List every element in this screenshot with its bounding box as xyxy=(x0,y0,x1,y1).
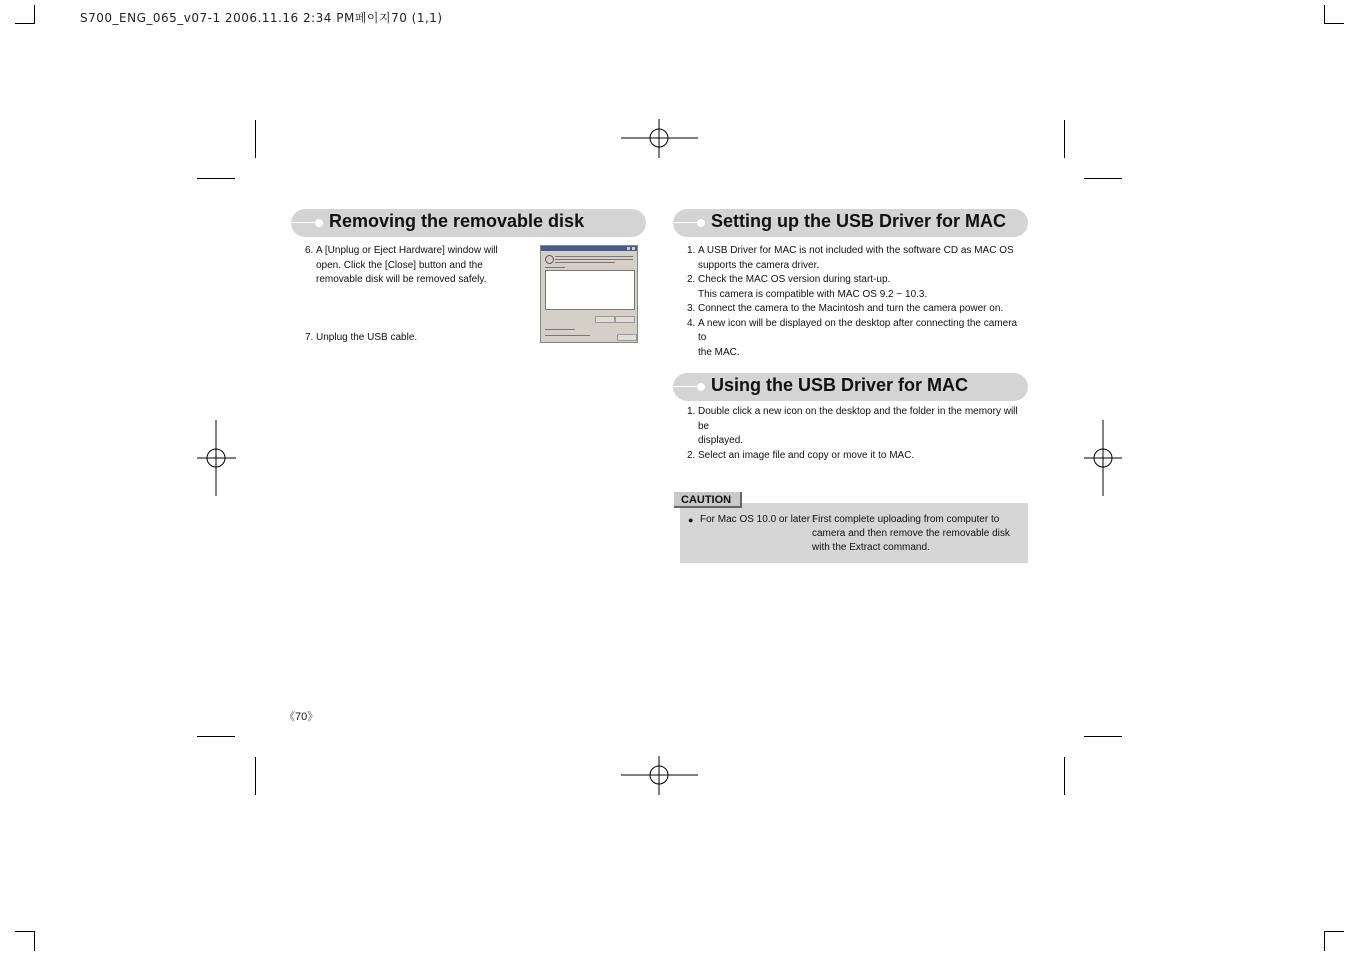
list-item: 7. Unplug the USB cable. xyxy=(305,332,418,343)
removing-steps xyxy=(305,244,505,288)
section-heading: Using the USB Driver for MAC xyxy=(711,375,969,395)
print-header: S700_ENG_065_v07-1 2006.11.16 2:34 PM페이지70 (1,1) xyxy=(80,11,443,25)
unplug-eject-window-screenshot xyxy=(540,245,638,343)
list-item: 4. A new icon will be displayed on the desktop after connecting the camera to the MAC. xyxy=(687,317,1018,358)
setup-steps xyxy=(687,244,1027,360)
caution-label: CAUTION xyxy=(674,492,742,508)
using-steps xyxy=(687,405,1027,463)
caution-lead: For Mac OS 10.0 or later : xyxy=(700,514,816,525)
caution-box xyxy=(680,503,1028,563)
removing-step-7 xyxy=(305,331,505,346)
list-item: 3. Connect the camera to the Macintosh and turn the camera power on. xyxy=(687,303,1004,314)
section-title-removing xyxy=(291,209,646,237)
list-item: 6. A [Unplug or Eject Hardware] window will open. Click the [Close] button and the removable disk will be removed safely. xyxy=(305,245,498,285)
page-number: 《70》 xyxy=(284,711,319,723)
section-title-setup xyxy=(673,209,1028,237)
section-title-using xyxy=(673,373,1028,401)
bullet-icon: ● xyxy=(688,515,694,525)
caution-text: First complete uploading from computer to camera and then remove the removable disk with the Extract command. xyxy=(812,514,1010,553)
list-item: 2. Select an image file and copy or move it to MAC. xyxy=(687,449,915,461)
list-item: 1. Double click a new icon on the desktop and the folder in the memory will be displayed. xyxy=(687,406,1018,446)
section-heading: Removing the removable disk xyxy=(329,211,585,231)
list-item: 1. A USB Driver for MAC is not included with the software CD as MAC OS supports the camera driver. xyxy=(687,245,1014,271)
section-heading: Setting up the USB Driver for MAC xyxy=(711,211,1007,231)
list-item: 2. Check the MAC OS version during start-up. This camera is compatible with MAC OS 9.2 ~ 10.3. xyxy=(687,274,928,300)
